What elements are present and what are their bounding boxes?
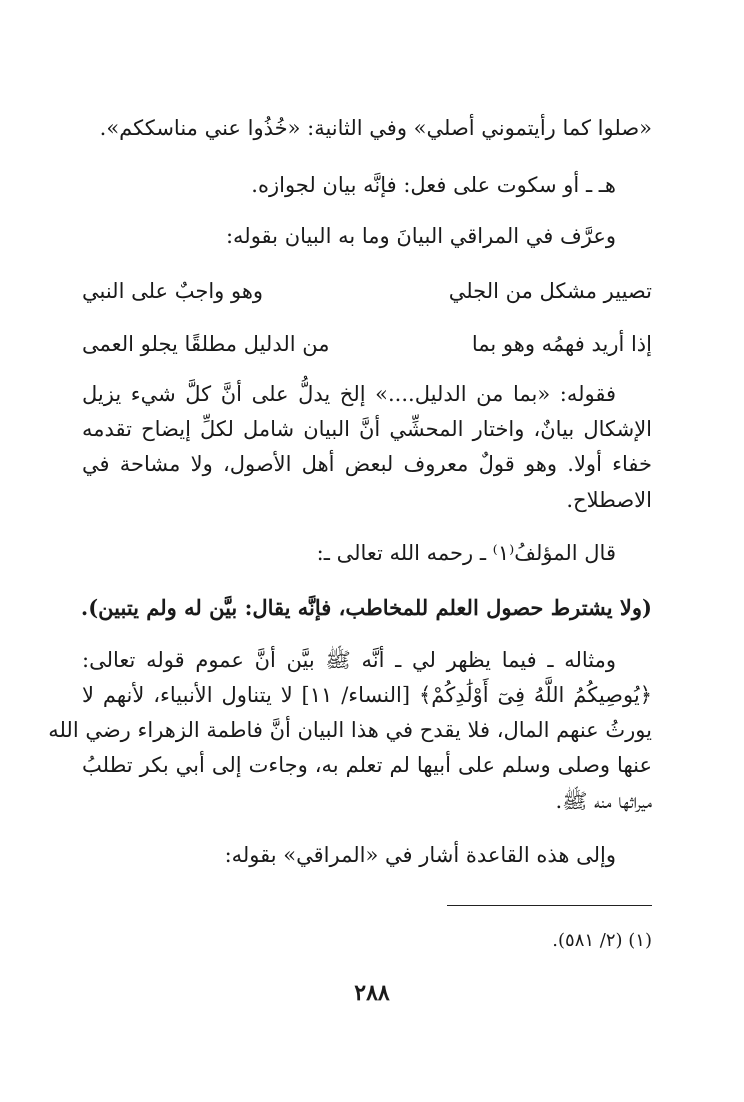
text-line-4: فقوله: «بما من الدليل....» إلخ يدلُّ على أنَّ كلَّ شيء يزيل	[82, 382, 616, 406]
text-line-15: وإلى هذه القاعدة أشار في «المراقي» بقوله:	[224, 843, 616, 867]
verse-1-first-hemistich: تصيير مشكل من الجلي	[448, 279, 652, 303]
text-line-7: الاصطلاح.	[566, 488, 652, 512]
verse-1-second-hemistich: وهو واجبٌ على النبي	[82, 279, 264, 303]
footnote: (١) (٢/ ٥٨١).	[552, 930, 652, 951]
verse-2-first-hemistich: إذا أريد فهمُه وهو بما	[471, 332, 652, 356]
text-line-14: ميراثها منه ﷺ.	[555, 789, 652, 813]
verse-2-second-hemistich: من الدليل مطلقًا يجلو العمى	[82, 332, 330, 356]
quran-verse-line: ﴿يُوصِيكُمُ اللَّهُ فِىٓ أَوْلَٰدِكُمْ﴾ [النساء/ ١١] لا يتناول الأنبياء، لأنهم لا	[82, 683, 653, 707]
text-line-5: الإشكال بيانٌ، واختار المحشِّي أنَّ البيان شامل لكلِّ إيضاح تقدمه	[82, 417, 652, 441]
author-heading: قال المؤلفُ⁽١⁾ ـ رحمه الله تعالى ـ:	[316, 541, 616, 565]
quoted-rule: (ولا يشترط حصول العلم للمخاطب، فإنَّه يقال: بيَّن له ولم يتبين).	[80, 595, 652, 620]
text-line-3: وعرَّف في المراقي البيانَ وما به البيان بقوله:	[225, 224, 616, 248]
text-line-2: هـ ـ أو سكوت على فعل: فإنَّه بيان لجوازه.	[251, 173, 616, 197]
text-line-10: ومثاله ـ فيما يظهر لي ـ أنَّه ﷺ بيَّن أنَّ عموم قوله تعالى:	[82, 648, 616, 672]
text-line-12: يورثُ عنهم المال، فلا يقدح في هذا البيان أنَّ فاطمة الزهراء رضي الله	[48, 718, 652, 742]
text-line-13: عنها وصلى وسلم على أبيها لم تعلم به، وجاءت إلى أبي بكر تطلبُ	[82, 753, 652, 777]
text-line-6: خفاء أولا. وهو قولٌ معروف لبعض أهل الأصول، ولا مشاحة في	[82, 452, 652, 476]
page-number: ٢٨٨	[354, 980, 390, 1006]
footnote-divider	[447, 905, 652, 906]
text-line-1: «صلوا كما رأيتموني أصلي» وفي الثانية: «خُذُوا عني مناسككم».	[99, 116, 652, 140]
